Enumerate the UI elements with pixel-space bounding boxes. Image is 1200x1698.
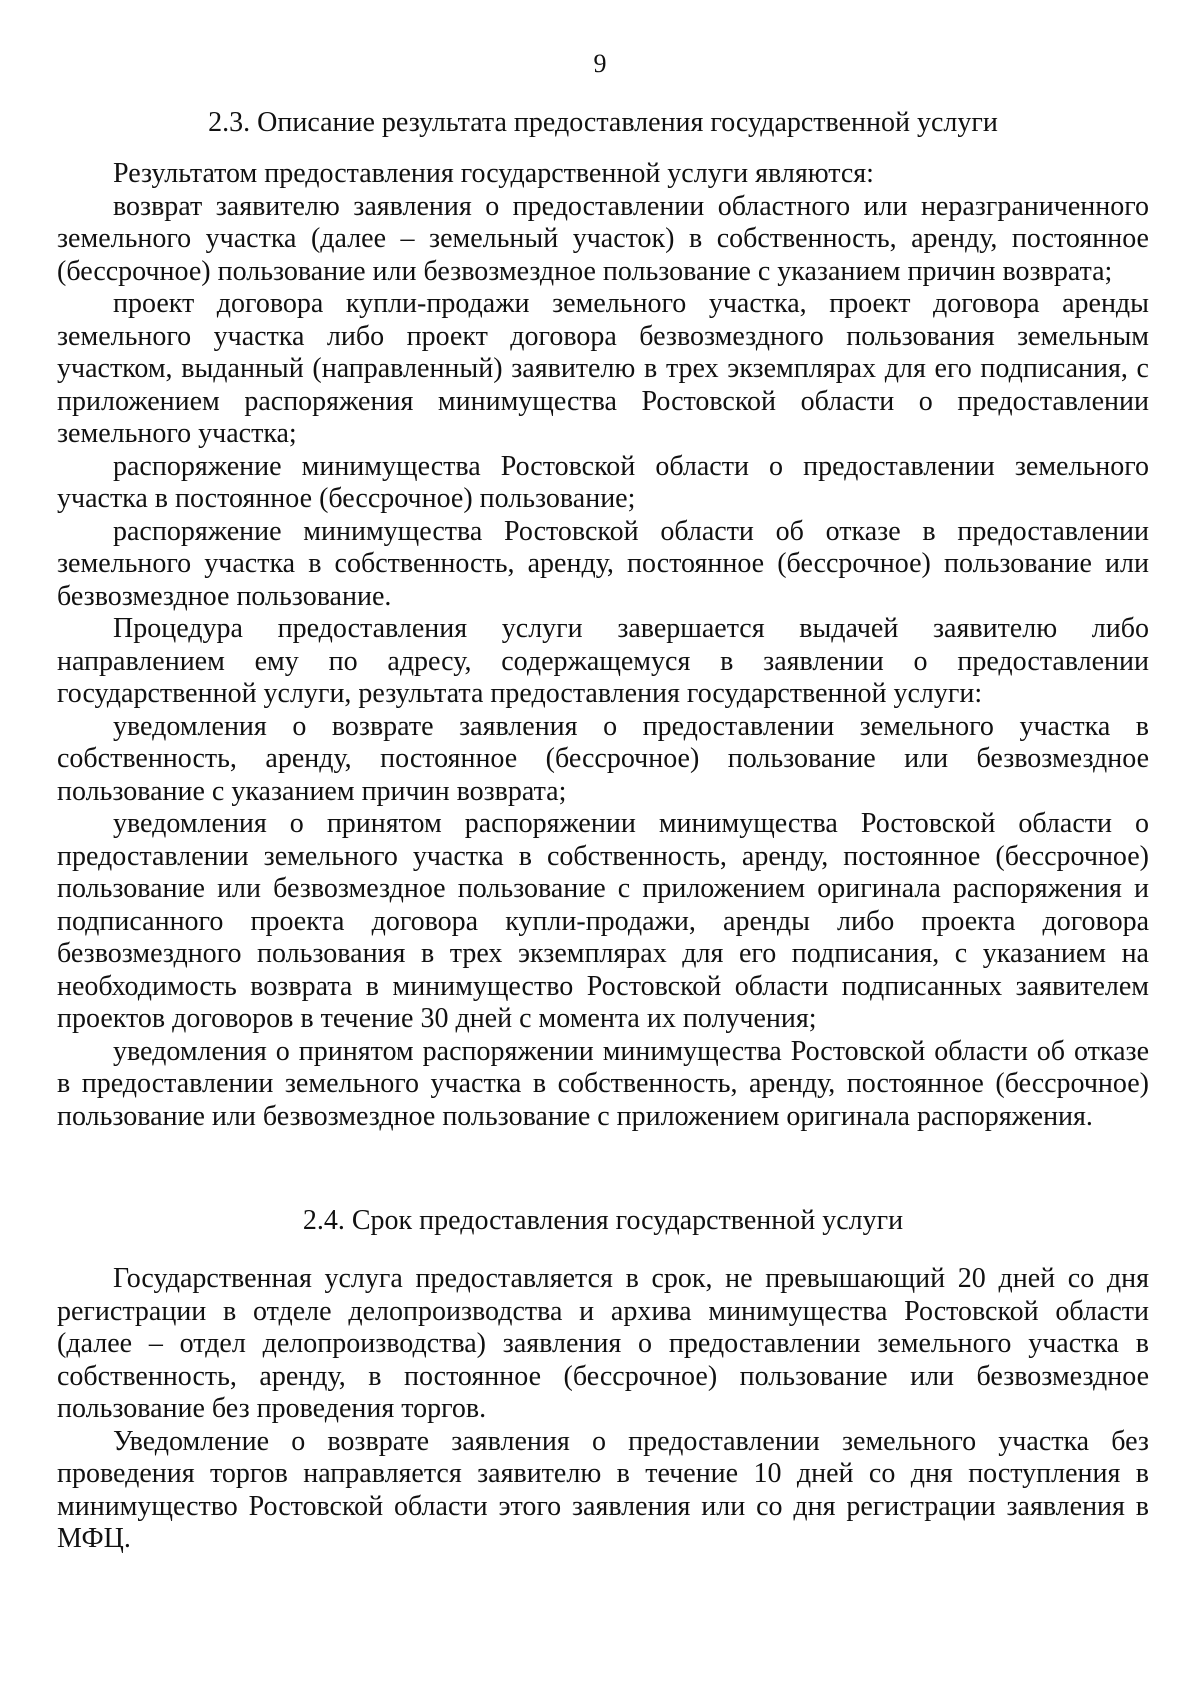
- paragraph: проект договора купли-продажи земельного участка, проект договора аренды земельного участка либо проект договора безвозмездного пользования земельным участком, выданный (направленный) заявителю в трех экземплярах для его подписания, с приложением распоряжения минимущества Ростовской области о предоставлении земельного участка;: [57, 288, 1149, 449]
- section-body-2-3: [57, 158, 1149, 1133]
- page-number: 9: [593, 49, 607, 78]
- paragraph: Уведомление о возврате заявления о предоставлении земельного участка без проведения торгов направляется заявителю в течение 10 дней со дня поступления в минимущество Ростовской области этого заявления или со дня регистрации заявления в МФЦ.: [57, 1425, 1149, 1554]
- section-body-2-4: [57, 1263, 1149, 1556]
- paragraph: распоряжение минимущества Ростовской области об отказе в предоставлении земельного участка в собственность, аренду, постоянное (бессрочное) пользование или безвозмездное пользование.: [57, 515, 1149, 612]
- paragraph: уведомления о принятом распоряжении минимущества Ростовской области об отказе в предоставлении земельного участка в собственность, аренду, постоянное (бессрочное) пользование или безвозмездное пользование с приложением оригинала распоряжения.: [57, 1035, 1149, 1132]
- paragraph: Процедура предоставления услуги завершается выдачей заявителю либо направлением ему по адресу, содержащемуся в заявлении о предоставлении государственной услуги, результата предоставления государственной услуги:: [57, 613, 1149, 709]
- paragraph: уведомления о возврате заявления о предоставлении земельного участка в собственность, аренду, постоянное (бессрочное) пользование или безвозмездное пользование с указанием причин возврата;: [57, 710, 1149, 807]
- section-heading-2-3: 2.3. Описание результата предоставления государственной услуги: [208, 107, 998, 138]
- paragraph: уведомления о принятом распоряжении минимущества Ростовской области о предоставлении земельного участка в собственность, аренду, постоянное (бессрочное) пользование или безвозмездное пользование с приложением оригинала распоряжения и подписанного проекта договора купли-продажи, аренды либо проекта договора безвозмездного пользования в трех экземплярах для его подписания, с указанием на необходимость возврата в минимущество Ростовской области подписанных заявителем проектов договоров в течение 30 дней с момента их получения;: [57, 808, 1149, 1034]
- paragraph: Государственная услуга предоставляется в срок, не превышающий 20 дней со дня регистрации в отделе делопроизводства и архива минимущества Ростовской области (далее – отдел делопроизводства) заявления о предоставлении земельного участка в собственность, аренду, в постоянное (бессрочное) пользование или безвозмездное пользование без проведения торгов.: [57, 1263, 1149, 1424]
- paragraph: возврат заявителю заявления о предоставлении областного или неразграниченного земельного участка (далее – земельный участок) в собственность, аренду, постоянное (бессрочное) пользование или безвозмездное пользование с указанием причин возврата;: [57, 190, 1149, 287]
- paragraph: Результатом предоставления государственной услуги являются:: [113, 158, 874, 189]
- section-heading-2-4: 2.4. Срок предоставления государственной услуги: [302, 1205, 904, 1236]
- paragraph: распоряжение минимущества Ростовской области о предоставлении земельного участка в постоянное (бессрочное) пользование;: [57, 450, 1149, 514]
